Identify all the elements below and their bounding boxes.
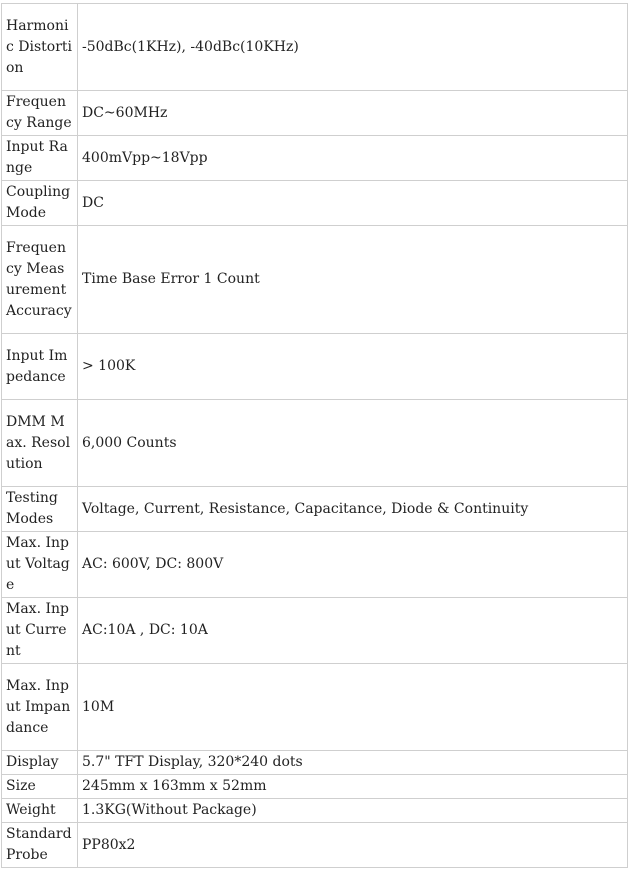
spec-value: -50dBc(1KHz), -40dBc(10KHz)	[78, 4, 628, 91]
spec-label: Display	[2, 751, 78, 775]
spec-label: DMM Max. Resolution	[2, 400, 78, 487]
table-row	[2, 598, 628, 664]
spec-label: Max. Input Current	[2, 598, 78, 664]
spec-label: Size	[2, 775, 78, 799]
spec-value: > 100K	[78, 334, 628, 400]
table-row	[2, 751, 628, 775]
table-row	[2, 532, 628, 598]
spec-label: Weight	[2, 799, 78, 823]
spec-label: Testing Modes	[2, 487, 78, 532]
spec-label: Input Impedance	[2, 334, 78, 400]
spec-value: 245mm x 163mm x 52mm	[78, 775, 628, 799]
spec-label: Harmonic Distortion	[2, 4, 78, 91]
spec-label: Standard Probe	[2, 823, 78, 868]
spec-value: Time Base Error 1 Count	[78, 226, 628, 334]
spec-label: Max. Input Voltage	[2, 532, 78, 598]
spec-label: Input Range	[2, 136, 78, 181]
table-row	[2, 181, 628, 226]
spec-value: 5.7" TFT Display, 320*240 dots	[78, 751, 628, 775]
spec-value: DC~60MHz	[78, 91, 628, 136]
spec-value: DC	[78, 181, 628, 226]
table-row	[2, 799, 628, 823]
table-row	[2, 4, 628, 91]
table-row	[2, 487, 628, 532]
spec-label: Max. Input Impandance	[2, 664, 78, 751]
table-row	[2, 136, 628, 181]
spec-label: Frequency Measurement Accuracy	[2, 226, 78, 334]
table-row	[2, 400, 628, 487]
spec-value: Voltage, Current, Resistance, Capacitance, Diode & Continuity	[78, 487, 628, 532]
spec-value: AC: 600V, DC: 800V	[78, 532, 628, 598]
table-row	[2, 226, 628, 334]
spec-value: 400mVpp~18Vpp	[78, 136, 628, 181]
spec-value: 6,000 Counts	[78, 400, 628, 487]
table-row	[2, 775, 628, 799]
spec-value: PP80x2	[78, 823, 628, 868]
spec-label: Frequency Range	[2, 91, 78, 136]
spec-table	[1, 3, 628, 868]
table-row	[2, 823, 628, 868]
table-row	[2, 91, 628, 136]
spec-value: AC:10A , DC: 10A	[78, 598, 628, 664]
spec-value: 10M	[78, 664, 628, 751]
table-row	[2, 334, 628, 400]
table-row	[2, 664, 628, 751]
spec-value: 1.3KG(Without Package)	[78, 799, 628, 823]
spec-label: Coupling Mode	[2, 181, 78, 226]
